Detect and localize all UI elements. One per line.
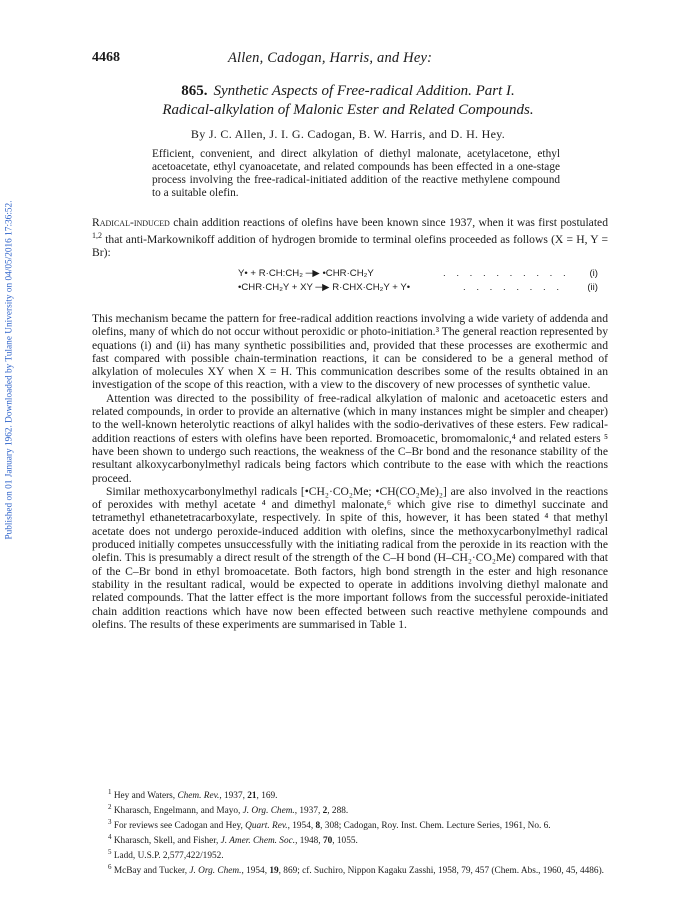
equation-i-lhs: Y• + R·CH:CH₂ [238,268,303,279]
footnote-pages: , 308; Cadogan, Roy. Inst. Chem. Lecture Series, 1961, No. 6. [320,821,551,832]
article-number: 865. [181,83,208,99]
footnote-volume: 2 [322,806,328,817]
author-line: By J. C. Allen, J. I. G. Cadogan, B. W. Harris, and D. H. Hey. [190,127,506,141]
footnote-number: 3 [108,818,112,826]
download-notice [3,150,17,590]
intro-sup: 1,2 [92,231,102,241]
article-title-block [92,82,604,142]
article-title-part-1: Synthetic Aspects of Free-radical Addition. Part I. [213,83,515,99]
footnote-year: , 1954, [241,866,270,877]
intro-paragraph [92,216,608,260]
footnote-journal: J. Org. Chem. [189,866,242,877]
footnote-year: , 1937, [219,791,248,802]
footnote-pages: , 288. [327,806,349,817]
article-title-line-2: Radical-alkylation of Malonic Ester and Related Compounds. [162,102,534,118]
footnote-volume: 21 [247,791,257,802]
footnote-authors: Hey and Waters, [113,791,178,802]
equation-i-label: (i) [589,268,598,279]
footnote-journal: Quart. Rev. [245,821,288,832]
download-notice-text: Published on 01 January 1962. Downloaded by Tulane University on 04/05/2016 17:36:52. [5,200,16,540]
running-header [92,50,612,68]
footnote-year: , 1954, [287,821,316,832]
footnote-pages: , 169. [256,791,278,802]
footnote-journal: J. Amer. Chem. Soc. [220,836,296,847]
abstract: Efficient, convenient, and direct alkylation of diethyl malonate, acetylacetone, ethyl acetoacetate, ethyl cyanoacetate, and related compounds has been effected in a one-stage process involving the free-radical-initiated addition of the reactive methylene compound to a suitable olefin. [152,148,560,199]
footnote-authors: Kharasch, Engelmann, and Mayo, [113,806,243,817]
intro-lead: Radical-induced [92,216,170,229]
footnote-number: 2 [108,803,112,811]
footnote-pages: , 869; cf. Suchiro, Nippon Kagaku Zasshi, 1958, 79, 457 (Chem. Abs., 1960, 45, 4486). [278,866,605,877]
intro-text: chain addition reactions of olefins have been known since 1937, when it was first postulated [169,216,608,229]
footnote-5 [92,847,608,862]
footnote-4 [92,832,608,847]
footnote-pages: , 1055. [332,836,358,847]
equation-ii-rhs: R·CHX·CH₂Y + Y• [332,282,411,293]
footnote-2 [92,802,608,817]
footnote-volume: 70 [322,836,333,847]
intro-text-2: that anti-Markownikoff addition of hydrogen bromide to terminal olefins proceeded as follows (X = H, Y = Br): [92,233,608,260]
equation-ii-lhs: •CHR·CH₂Y + XY [238,282,313,293]
footnote-year: , 1937, [294,806,323,817]
footnote-number: 5 [108,848,112,856]
footnote-authors: For reviews see Cadogan and Hey, [113,821,246,832]
equation-i-rhs: •CHR·CH₂Y [322,268,374,279]
footnote-number: 1 [108,788,112,796]
paragraph-1: This mechanism became the pattern for free-radical addition reactions involving a wide variety of addenda and olefins, many of which do not occur without peroxidic or photo-initiation.³ The general reaction represented by equations (i) and (ii) has many synthetic possibilities and, provided that these processes are exothermic and fast compared with possible chain-termination reactions, it can be considered to be a general method of alkylation of molecules XY when X = H. This communication describes some of the results obtained in an investigation of the scope of this reaction, with a view to the discovery of new processes of synthetic value. [92,312,608,392]
footnote-6 [92,862,608,877]
equation-i [238,268,598,282]
paragraph-2: Attention was directed to the possibility of free-radical alkylation of malonic and acetoacetic esters and related compounds, in order to provide an alternative (which in many instances might be simpler and cheaper) to the well-known heterolytic reactions of alkyl halides with the sodio-derivatives of these esters. Few radical-addition reactions of esters with olefins have been reported. Bromoacetic, bromomalonic,⁴ and related esters ⁵ have been shown to undergo such reactions, the weakness of the C–Br bond and the resonance stability of the resultant alkoxycarbonylmethyl radicals being factors which contribute to the ease with which the reactions proceed. [92,391,608,485]
article-title-line-1 [92,82,604,101]
equation-ii-label: (ii) [587,282,598,293]
equations [238,268,598,296]
running-title: Allen, Cadogan, Harris, and Hey: [228,50,433,66]
page-number: 4468 [92,50,120,65]
footnote-volume: 19 [269,866,279,877]
footnote-1 [92,787,608,802]
footnote-3 [92,817,608,832]
footnote-number: 6 [108,863,112,871]
footnote-journal: J. Org. Chem. [242,806,295,817]
reaction-arrow-icon: ─▶ [315,282,330,293]
leader-dots: . . . . . . . . [463,282,563,293]
footnote-authors: Kharasch, Skell, and Fisher, [113,836,221,847]
footnote-year: , 1948, [295,836,323,847]
footnote-number: 4 [108,833,112,841]
footnote-journal: Chem. Rev. [177,791,220,802]
footnotes [92,787,608,877]
equation-ii [238,282,598,296]
footnote-authors: McBay and Tucker, [113,866,190,877]
reaction-arrow-icon: ─▶ [305,268,320,279]
footnote-volume: 8 [315,821,321,832]
leader-dots: . . . . . . . . . . [443,268,570,279]
footnote-authors: Ladd, U.S.P. 2,577,422/1952. [113,851,224,862]
body-text [92,312,608,631]
paragraph-3: Similar methoxycarbonylmethyl radicals [•CH₂·CO₂Me; •CH(CO₂Me)₂] are also involved in the reactions of peroxides with methyl acetate ⁴ and dimethyl malonate,⁶ which give rise to dimethyl succinate and tetramethyl ethanetetracarboxylate, respectively. In spite of this, however, it has been stated ⁴ that methyl acetate does not undergo peroxide-induced addition with olefins, since the methoxycarbonylmethyl radical produced initially competes unsuccessfully with the initiating radical from the peroxide in its reaction with the olefin. This is presumably a direct result of the strength of the C–H bond (H–CH₂·CO₂Me) compared with that of the C–Br bond in ethyl bromoacetate. Both factors, high bond strength in the ester and high resonance stability in the resultant radical, would be expected to operate in additions involving diethyl malonate and related compounds. That the latter effect is the more important follows from the successful peroxide-initiated chain addition reactions which have now been effected between such reactive methylene compounds and olefins. The results of these experiments are summarised in Table 1. [92,484,608,631]
